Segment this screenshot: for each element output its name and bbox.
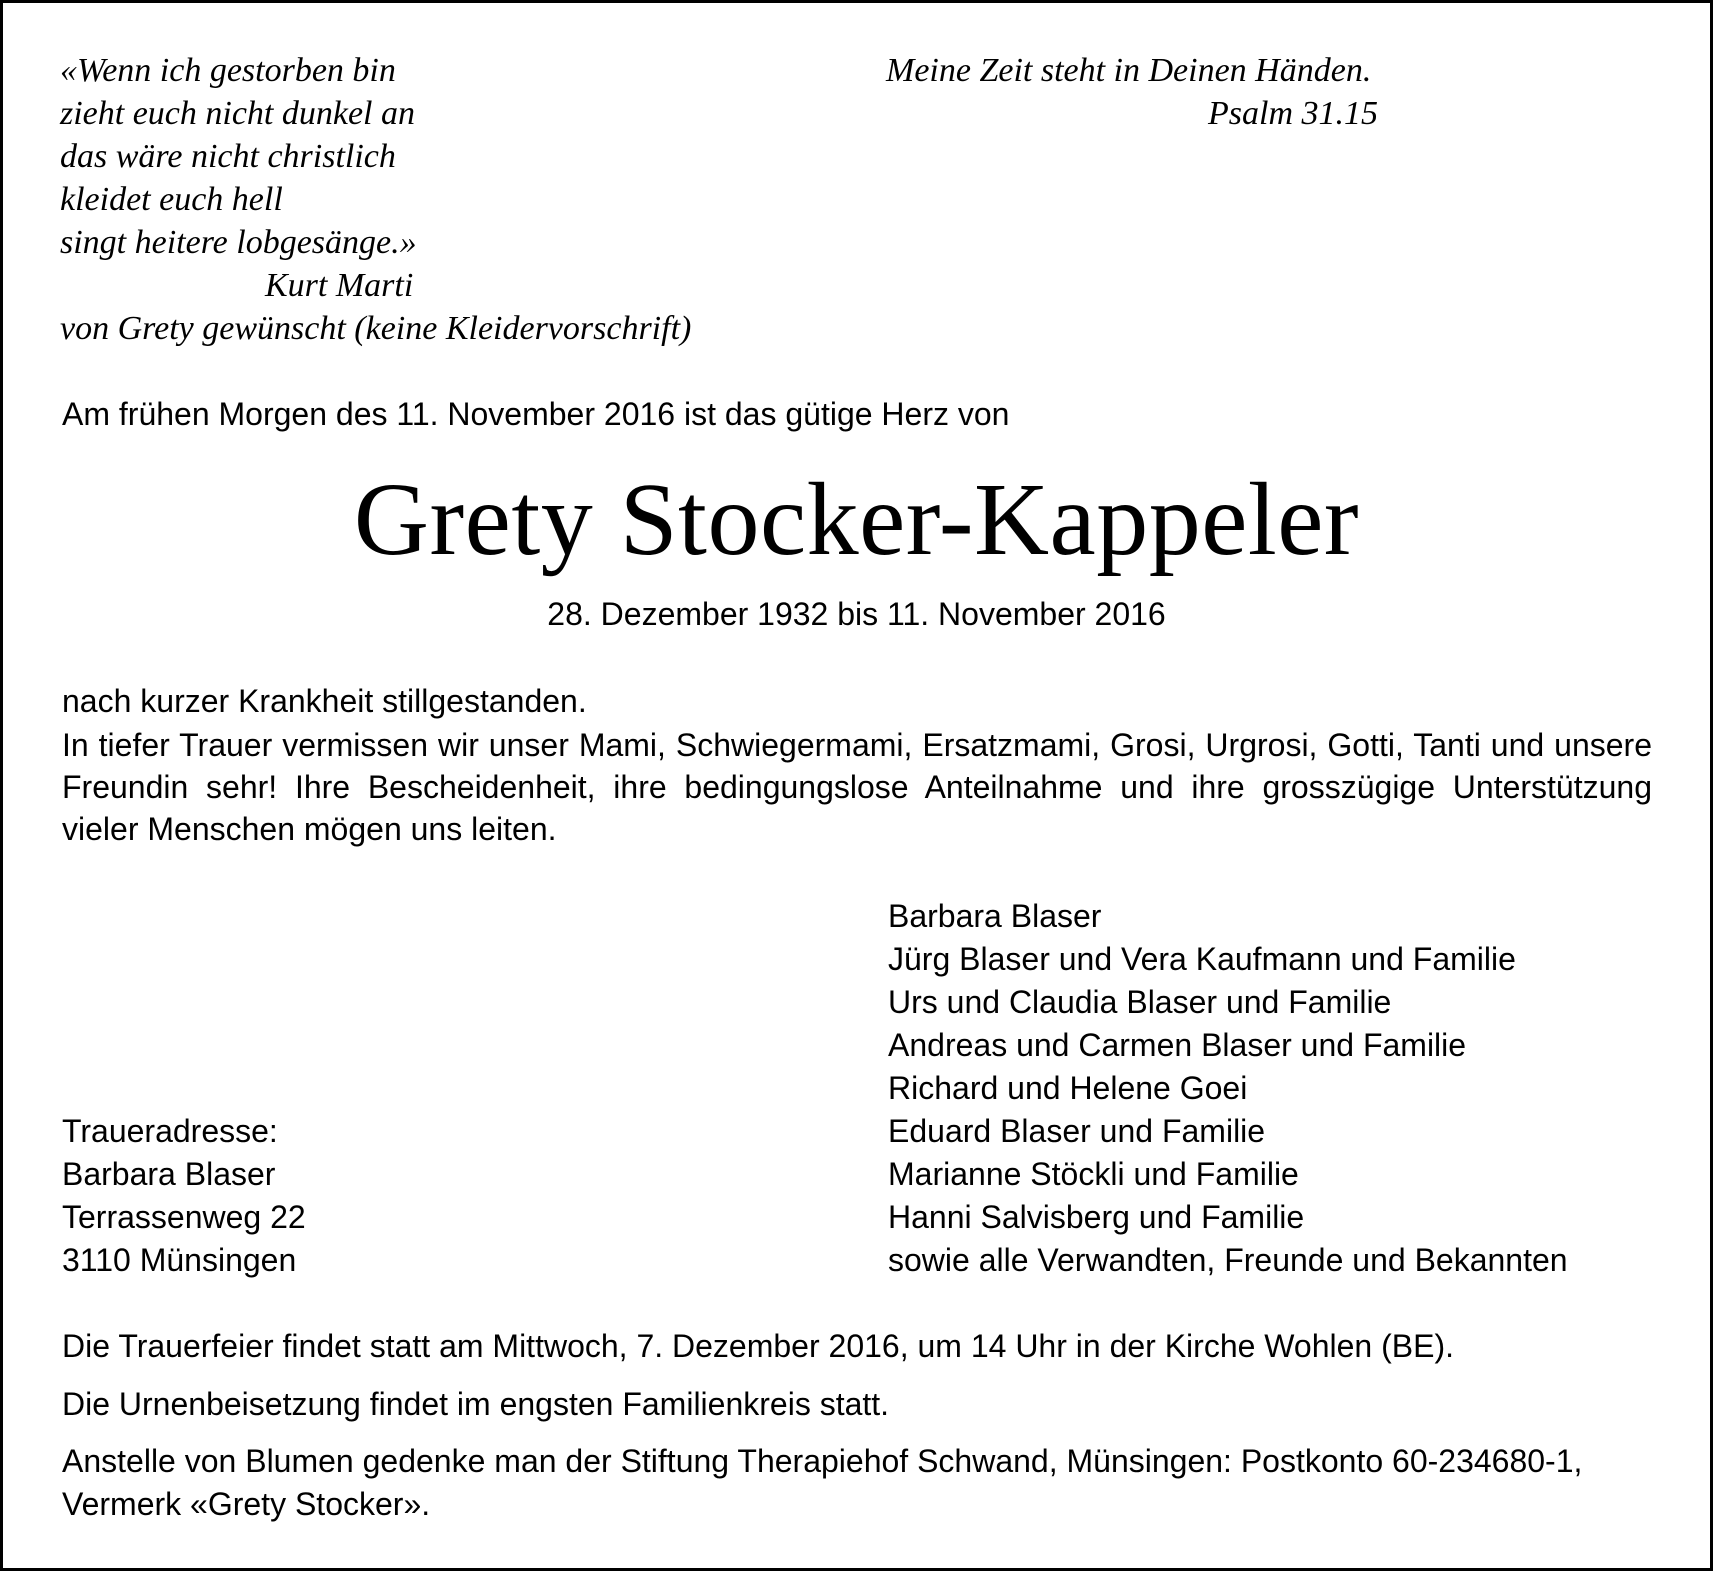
message-paragraph-line: vieler Menschen mögen uns leiten.: [62, 811, 557, 847]
address-city: 3110 Münsingen: [62, 1242, 297, 1278]
mourner: Andreas und Carmen Blaser und Familie: [888, 1027, 1467, 1063]
intro-text: Am frühen Morgen des 11. November 2016 ist das gütige Herz von: [62, 396, 1010, 432]
poem-note: von Grety gewünscht (keine Kleidervorschrift): [60, 310, 692, 347]
message-paragraph-line: In tiefer Trauer vermissen wir unser Mami, Schwiegermami, Ersatzmami, Grosi, Urgrosi, Gotti, Tanti und unsere: [62, 727, 1652, 763]
address-street: Terrassenweg 22: [62, 1199, 306, 1235]
message-line: nach kurzer Krankheit stillgestanden.: [62, 683, 587, 719]
mourner: Richard und Helene Goei: [888, 1070, 1248, 1106]
poem-line: zieht euch nicht dunkel an: [60, 95, 416, 132]
poem-line: «Wenn ich gestorben bin: [60, 52, 396, 89]
message-paragraph-line: Freundin sehr! Ihre Bescheidenheit, ihre bedingungslose Anteilnahme und ihre grosszügige Unterstützung: [62, 769, 1652, 805]
mourner: Barbara Blaser: [888, 898, 1102, 934]
address-label: Traueradresse:: [62, 1113, 278, 1149]
address-name: Barbara Blaser: [62, 1156, 276, 1192]
mourner: Jürg Blaser und Vera Kaufmann und Familie: [888, 941, 1516, 977]
donation-info: Anstelle von Blumen gedenke man der Stiftung Therapiehof Schwand, Münsingen: Postkonto 60-234680-1,: [62, 1443, 1583, 1479]
ceremony-info: Die Trauerfeier findet statt am Mittwoch, 7. Dezember 2016, um 14 Uhr in der Kirche Wohlen (BE).: [62, 1328, 1454, 1364]
mourner: Urs und Claudia Blaser und Familie: [888, 984, 1392, 1020]
message-paragraph: [62, 724, 1652, 850]
poem-line: singt heitere lobgesänge.»: [60, 224, 417, 261]
mourner: Eduard Blaser und Familie: [888, 1113, 1266, 1149]
mourner: Marianne Stöckli und Familie: [888, 1156, 1299, 1192]
mourner: Hanni Salvisberg und Familie: [888, 1199, 1305, 1235]
quote-reference: Psalm 31.15: [1208, 95, 1378, 132]
mourner: sowie alle Verwandten, Freunde und Bekannten: [888, 1242, 1568, 1278]
quote-text: Meine Zeit steht in Deinen Händen.: [886, 52, 1372, 89]
poem-author: Kurt Marti: [265, 267, 414, 304]
burial-info: Die Urnenbeisetzung findet im engsten Familienkreis statt.: [62, 1386, 890, 1422]
deceased-dates: 28. Dezember 1932 bis 11. November 2016: [547, 596, 1166, 632]
donation-info: Vermerk «Grety Stocker».: [62, 1486, 431, 1522]
poem-line: kleidet euch hell: [60, 181, 283, 218]
deceased-name: Grety Stocker-Kappeler: [353, 462, 1360, 577]
poem-line: das wäre nicht christlich: [60, 138, 396, 175]
